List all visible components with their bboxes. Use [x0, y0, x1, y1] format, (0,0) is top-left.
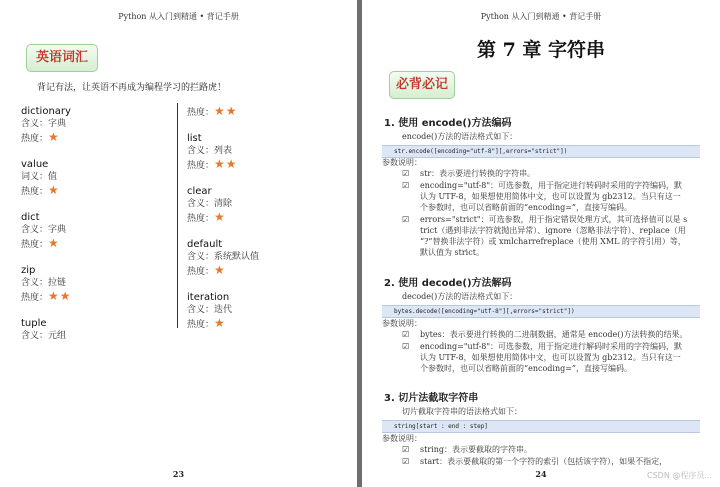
vocab-item [21, 105, 72, 146]
meaning-value: 系统默认值 [214, 252, 260, 262]
meaning-label: 词义： [21, 172, 49, 182]
param-text: 认为 UTF-8，如果想使用简体中文，也可以设置为 gb2312。当只有这一 [420, 353, 681, 362]
vocab-item [187, 185, 259, 226]
meaning-label: 含义： [21, 225, 49, 235]
param-text: 默认值为 strict。 [420, 248, 484, 257]
heat-label: 热度： [187, 161, 215, 171]
watermark: CSDN @程序员... [647, 471, 712, 480]
star-icon: ★★ [48, 289, 72, 303]
checkbox-icon: ☑ [402, 445, 410, 454]
star-icon: ★ [48, 183, 60, 197]
vocab-word: clear [187, 186, 212, 197]
section-lead: encode()方法的语法格式如下： [402, 132, 518, 141]
vocab-word: tuple [21, 318, 47, 329]
section-title: 1. 使用 encode()方法编码 [384, 118, 512, 129]
param-text: 认为 UTF-8，如果想使用简体中文，也可以设置为 gb2312。当只有这一 [420, 192, 681, 201]
params-label: 参数说明： [382, 319, 422, 328]
star-icon: ★★ [214, 104, 238, 118]
star-icon: ★ [48, 236, 60, 250]
star-icon: ★ [48, 130, 60, 144]
param-text: start：表示要截取的第一个字符的索引（包括该字符），如果不指定， [420, 457, 668, 466]
section-lead: decode()方法的语法格式如下： [402, 292, 518, 301]
meaning-value: 拉链 [48, 278, 67, 288]
code-syntax: string[start : end : step] [382, 420, 700, 433]
checkbox-icon: ☑ [402, 215, 410, 224]
page-header: Python 从入门到精通 • 背记手册 [480, 12, 602, 21]
meaning-label: 含义： [187, 199, 215, 209]
param-text: 个参数时，也可以省略前面的“encoding=”，直接写编码。 [420, 203, 633, 212]
vocab-badge: 英语词汇 [26, 44, 98, 72]
vocab-item [21, 158, 72, 199]
heat-label: 热度： [21, 134, 49, 144]
right-page [362, 0, 720, 487]
vocab-item [21, 317, 72, 343]
vocab-word: dictionary [21, 106, 71, 117]
intro-text: 背记有法，让英语不再成为编程学习的拦路虎！ [37, 83, 227, 93]
checkbox-icon: ☑ [402, 169, 410, 178]
meaning-value: 清除 [214, 199, 233, 209]
param-text: trict（遇到非法字符就抛出异常）、ignore（忽略非法字符）、replace（用 [420, 226, 686, 235]
chapter-title: 第 7 章 字符串 [476, 39, 606, 61]
heat-label: 热度： [187, 267, 215, 277]
must-remember-badge: 必背必记 [389, 71, 455, 99]
heat-label: 热度： [187, 108, 215, 118]
param-text: 个参数时，也可以省略前面的“encoding=”，直接写编码。 [420, 364, 633, 373]
vocab-column-2 [187, 105, 259, 344]
vocab-word: value [21, 159, 49, 170]
page-header: Python 从入门到精通 • 背记手册 [118, 12, 239, 21]
params-label: 参数说明： [382, 434, 422, 443]
checkbox-icon: ☑ [402, 342, 410, 351]
checkbox-icon: ☑ [402, 330, 410, 339]
meaning-value: 迭代 [214, 305, 233, 315]
meaning-value: 值 [48, 172, 58, 182]
param-text: str：表示要进行转换的字符串。 [420, 169, 536, 178]
meaning-label: 含义： [21, 331, 49, 341]
vocab-word: dict [21, 212, 40, 223]
page-number: 24 [535, 469, 547, 479]
section-lead: 切片截取字符串的语法格式如下： [402, 407, 522, 416]
vocab-item [187, 238, 259, 279]
param-text: errors="strict"：可选参数，用于指定错误处理方式，其可选择值可以是 s [420, 215, 688, 224]
heat-label: 热度： [21, 187, 49, 197]
meaning-label: 含义： [21, 278, 49, 288]
param-text: “?”替换非法字符）或 xmlcharrefreplace（使用 XML 的字符引用）等， [420, 237, 686, 246]
meaning-value: 列表 [214, 146, 233, 156]
vocab-item [187, 132, 259, 173]
meaning-label: 含义： [21, 119, 49, 129]
param-text: encoding="utf-8"：可选参数，用于指定进行转码时采用的字符编码，默 [420, 181, 683, 190]
param-text: encoding="utf-8"：可选参数，用于指定进行解码时采用的字符编码，默 [420, 342, 683, 351]
heat-label: 热度： [21, 240, 49, 250]
vocab-item [187, 291, 259, 332]
checkbox-icon: ☑ [402, 457, 410, 466]
heat-label: 热度： [187, 320, 215, 330]
section-title: 2. 使用 decode()方法解码 [384, 278, 512, 289]
left-page [0, 0, 357, 487]
meaning-label: 含义： [187, 252, 215, 262]
meaning-value: 字典 [48, 119, 67, 129]
star-icon: ★ [214, 263, 226, 277]
vocab-item [21, 264, 72, 305]
params-label: 参数说明： [382, 158, 422, 167]
vocab-word: list [187, 133, 202, 144]
section-title: 3. 切片法截取字符串 [384, 393, 479, 404]
star-icon: ★★ [214, 157, 238, 171]
star-icon: ★ [214, 316, 226, 330]
param-text: bytes：表示要进行转换的二进制数据，通常是 encode()方法转换的结果。 [420, 330, 688, 339]
page-number: 23 [172, 469, 185, 479]
vocab-word: default [187, 239, 223, 250]
meaning-label: 含义： [187, 146, 215, 156]
meaning-value: 元组 [48, 331, 67, 341]
column-divider [177, 103, 178, 328]
heat-label: 热度： [187, 214, 215, 224]
code-syntax: bytes.decode([encoding="utf-8"][,errors="strict"]) [382, 305, 700, 318]
code-syntax: str.encode([encoding="utf-8"][,errors="strict"]) [382, 145, 700, 158]
star-icon: ★ [214, 210, 226, 224]
heat-label: 热度： [21, 293, 49, 303]
vocab-item-continued [187, 105, 259, 120]
meaning-value: 字典 [48, 225, 67, 235]
vocab-column-1 [21, 105, 72, 355]
param-text: string：表示要截取的字符串。 [420, 445, 532, 454]
checkbox-icon: ☑ [402, 181, 410, 190]
vocab-item [21, 211, 72, 252]
vocab-word: zip [21, 265, 36, 276]
meaning-label: 含义： [187, 305, 215, 315]
vocab-word: iteration [187, 292, 230, 303]
